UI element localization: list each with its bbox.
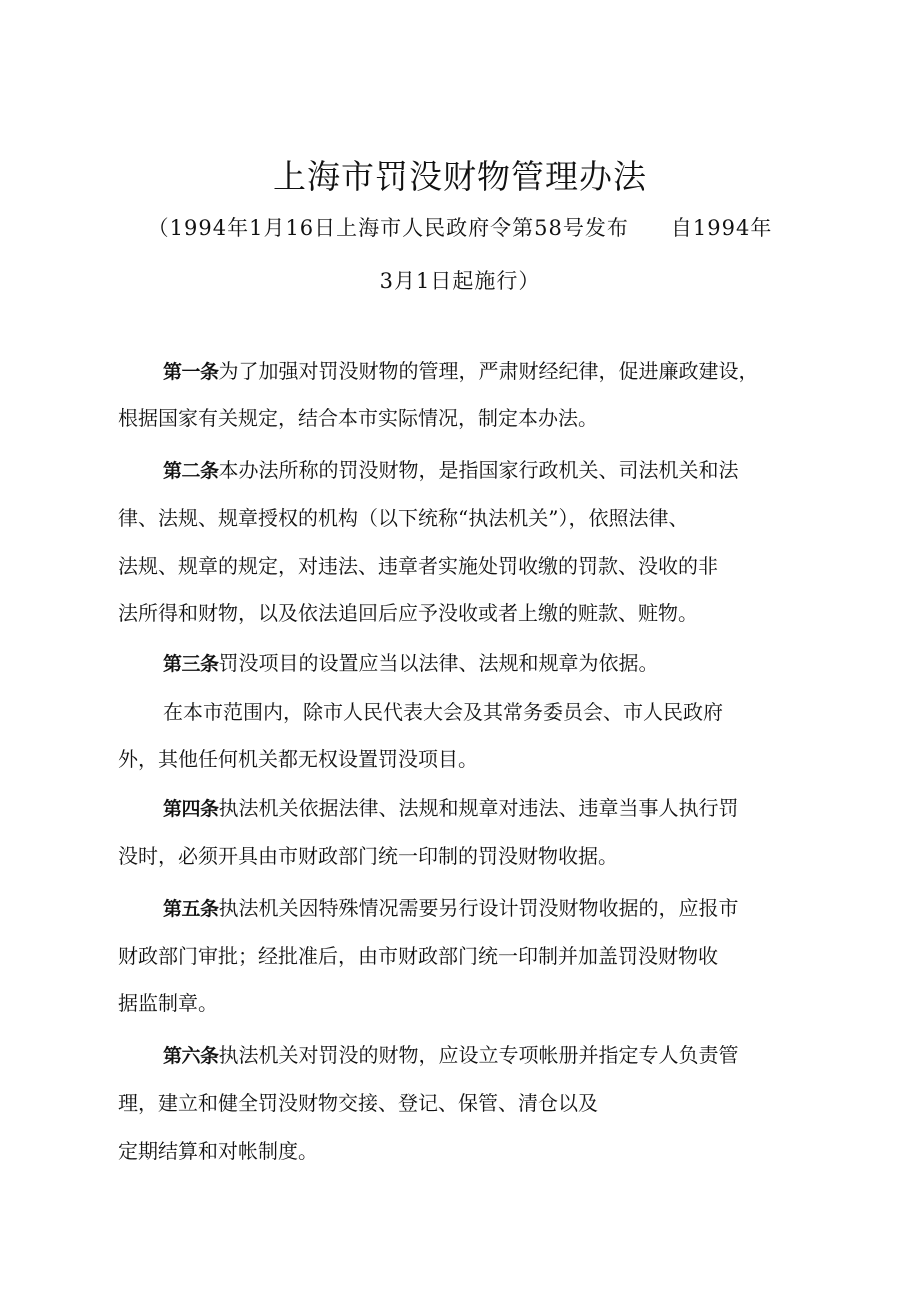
- article-6-line-2: 理，建立和健全罚没财物交接、登记、保管、清仓以及: [118, 1091, 598, 1115]
- subtitle-issue-info: （1994年1月16日上海市人民政府令第58号发布: [147, 216, 629, 240]
- article-4-line-2: 没时，必须开具由市财政部门统一印制的罚没财物收据。: [118, 844, 618, 868]
- document-subtitle-line-2: 3月1日起施行）: [379, 269, 541, 293]
- article-2-line-3: 法规、规章的规定，对违法、违章者实施处罚收缴的罚款、没收的非: [118, 554, 718, 578]
- article-2-line-1: 第二条本办法所称的罚没财物，是指国家行政机关、司法机关和法: [163, 458, 739, 482]
- article-3-label: 第三条: [163, 653, 219, 675]
- document-subtitle-line-1: [0, 213, 920, 243]
- document-title: 上海市罚没财物管理办法: [273, 157, 647, 196]
- article-3-paragraph-2-line-1: 在本市范围内，除市人民代表大会及其常务委员会、市人民政府: [163, 700, 723, 724]
- article-1-line-2: 根据国家有关规定，结合本市实际情况，制定本办法。: [118, 406, 598, 430]
- article-5-line-3: 据监制章。: [118, 991, 218, 1015]
- article-5-line-1: 第五条执法机关因特殊情况需要另行设计罚没财物收据的，应报市: [163, 896, 739, 920]
- article-3-line-1: 第三条罚没项目的设置应当以法律、法规和规章为依据。: [163, 651, 659, 675]
- article-6-line-3: 定期结算和对帐制度。: [118, 1139, 318, 1163]
- article-1-line-1: 第一条为了加强对罚没财物的管理，严肃财经纪律，促进廉政建设，: [163, 359, 759, 383]
- article-5-line-2: 财政部门审批；经批准后，由市财政部门统一印制并加盖罚没财物收: [118, 944, 718, 968]
- article-4-label: 第四条: [163, 798, 219, 820]
- article-2-line-4: 法所得和财物，以及依法追回后应予没收或者上缴的赃款、赃物。: [118, 601, 698, 625]
- article-4-line-1: 第四条执法机关依据法律、法规和规章对违法、违章当事人执行罚: [163, 796, 739, 820]
- article-2-label: 第二条: [163, 460, 219, 482]
- article-1-label: 第一条: [163, 361, 219, 383]
- subtitle-effective-info: 自1994年: [670, 216, 773, 240]
- article-6-line-1: 第六条执法机关对罚没的财物，应设立专项帐册并指定专人负责管: [163, 1043, 739, 1067]
- article-2-line-2: 律、法规、规章授权的机构（以下统称“执法机关”），依照法律、: [118, 506, 689, 530]
- article-5-label: 第五条: [163, 898, 219, 920]
- article-3-paragraph-2-line-2: 外，其他任何机关都无权设置罚没项目。: [118, 747, 478, 771]
- article-6-label: 第六条: [163, 1045, 219, 1067]
